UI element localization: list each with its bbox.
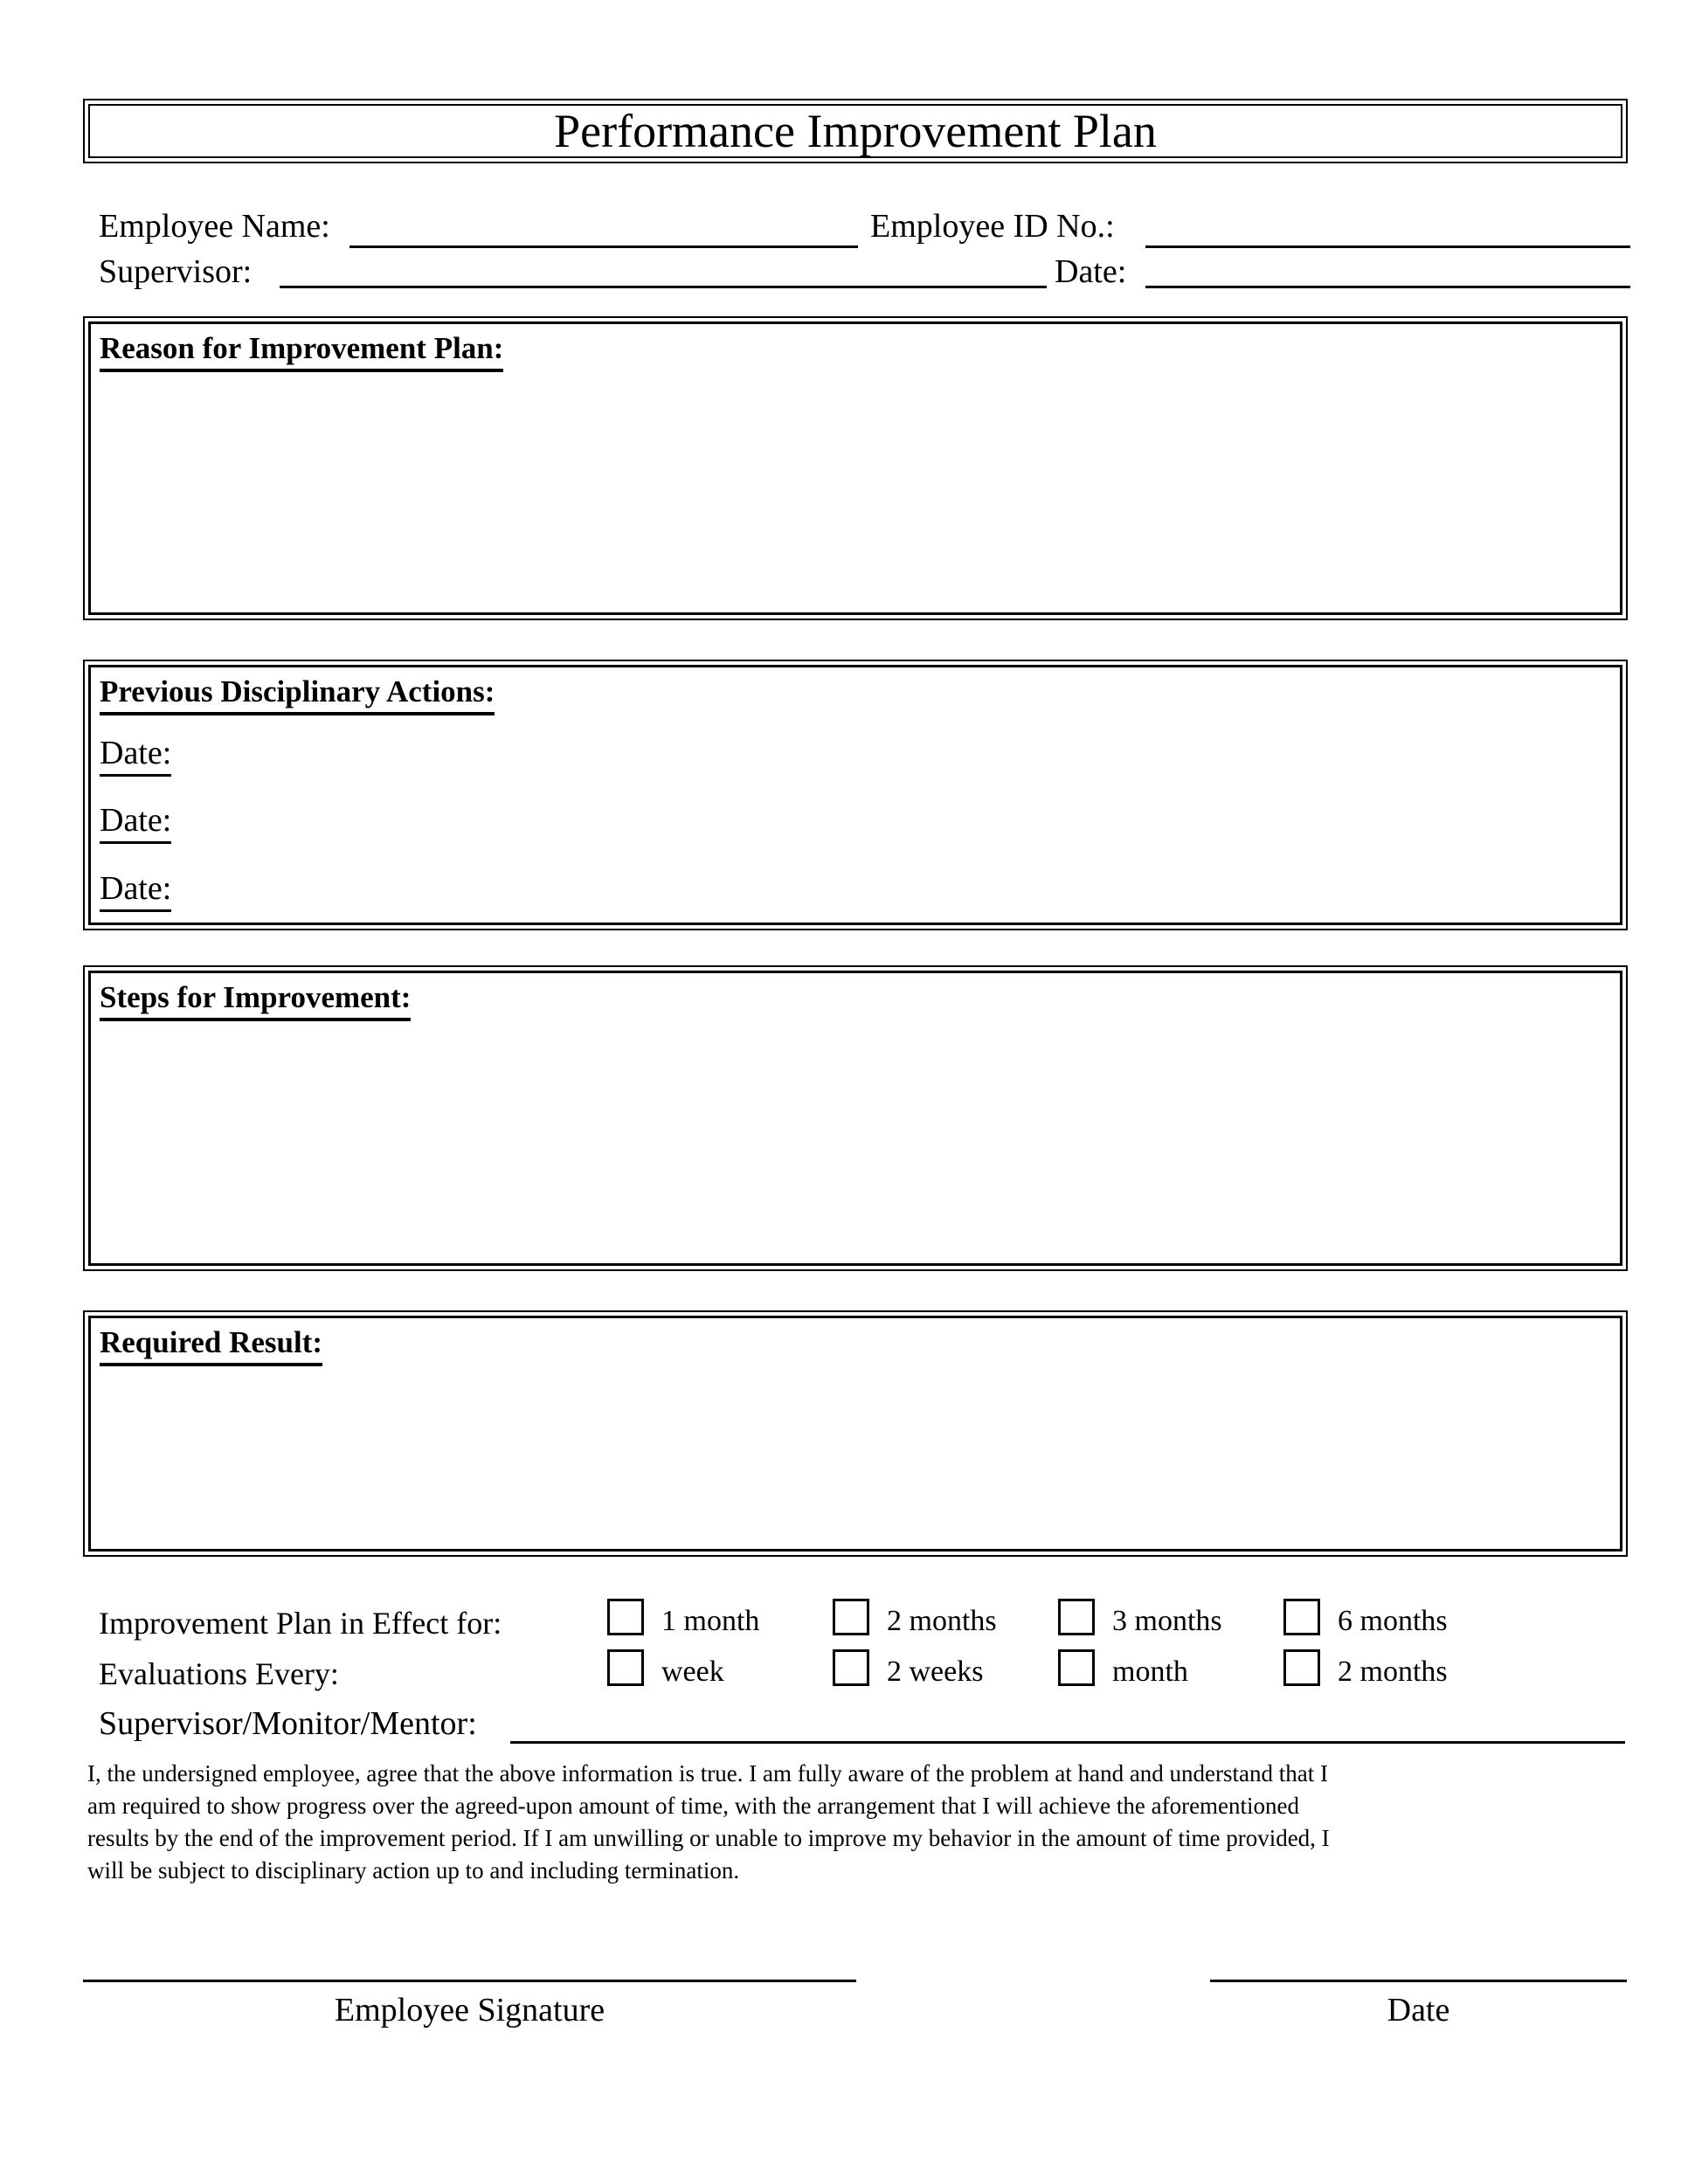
supervisor-monitor-mentor-input-line[interactable] <box>510 1741 1625 1744</box>
title-box-inner <box>88 104 1622 158</box>
steps-section-box <box>83 965 1628 1271</box>
checkbox-2-weeks-label: 2 weeks <box>887 1655 984 1688</box>
required-result-section-box <box>83 1310 1628 1557</box>
steps-heading: Steps for Improvement: <box>100 980 411 1021</box>
signature-date-line[interactable] <box>1210 1980 1627 1982</box>
checkbox-2-months[interactable] <box>833 1599 869 1635</box>
checkbox-2-months-eval-label: 2 months <box>1338 1655 1448 1688</box>
checkbox-2-weeks[interactable] <box>833 1649 869 1686</box>
agreement-line-4: will be subject to disciplinary action up to and including termination. <box>87 1857 740 1883</box>
checkbox-2-months-eval[interactable] <box>1283 1649 1320 1686</box>
employee-signature-line[interactable] <box>83 1980 856 1982</box>
previous-actions-section-box <box>83 660 1628 930</box>
agreement-line-2: am required to show progress over the agreed-upon amount of time, with the arrangement that I will achieve the aforementioned <box>87 1793 1300 1819</box>
agreement-line-3: results by the end of the improvement period. If I am unwilling or unable to improve my behavior in the amount of time provided, I <box>87 1825 1330 1851</box>
reason-section-box <box>83 316 1628 620</box>
evaluations-label: Evaluations Every: <box>99 1656 339 1691</box>
checkbox-month[interactable] <box>1058 1649 1095 1686</box>
checkbox-week[interactable] <box>607 1649 644 1686</box>
signature-date-caption: Date <box>1387 1992 1450 2028</box>
title-box <box>83 99 1628 163</box>
previous-action-date-label-2[interactable]: Date: <box>100 803 171 844</box>
previous-action-date-label-1[interactable]: Date: <box>100 736 171 777</box>
employee-name-input-line[interactable] <box>349 245 858 248</box>
checkbox-1-month-label: 1 month <box>661 1605 760 1637</box>
checkbox-3-months[interactable] <box>1058 1599 1095 1635</box>
required-result-input-area[interactable] <box>96 1379 1615 1544</box>
supervisor-monitor-mentor-label: Supervisor/Monitor/Mentor: <box>99 1705 477 1742</box>
checkbox-1-month[interactable] <box>607 1599 644 1635</box>
checkbox-week-label: week <box>661 1655 724 1688</box>
checkbox-6-months[interactable] <box>1283 1599 1320 1635</box>
supervisor-label: Supervisor: <box>99 253 253 290</box>
employee-id-input-line[interactable] <box>1145 245 1630 248</box>
checkbox-6-months-label: 6 months <box>1338 1605 1448 1637</box>
steps-section-inner <box>88 971 1622 1266</box>
reason-input-area[interactable] <box>96 385 1615 607</box>
reason-heading: Reason for Improvement Plan: <box>100 331 503 372</box>
employee-name-label: Employee Name: <box>99 208 330 245</box>
checkbox-3-months-label: 3 months <box>1112 1605 1222 1637</box>
previous-action-date-label-3[interactable]: Date: <box>100 871 171 912</box>
agreement-line-1: I, the undersigned employee, agree that the above information is true. I am fully aware of the problem at hand and understand that I <box>87 1760 1329 1787</box>
reason-section-inner <box>88 321 1622 615</box>
supervisor-input-line[interactable] <box>280 286 1047 288</box>
checkbox-month-label: month <box>1112 1655 1188 1688</box>
plan-effect-label: Improvement Plan in Effect for: <box>99 1606 502 1641</box>
checkbox-2-months-label: 2 months <box>887 1605 997 1637</box>
page-title: Performance Improvement Plan <box>554 105 1157 157</box>
employee-signature-caption: Employee Signature <box>334 1992 605 2028</box>
date-input-line[interactable] <box>1145 286 1630 288</box>
previous-actions-heading: Previous Disciplinary Actions: <box>100 674 495 715</box>
agreement-paragraph <box>87 1758 1330 1887</box>
date-label: Date: <box>1055 253 1127 290</box>
employee-id-label: Employee ID No.: <box>870 208 1115 245</box>
required-result-inner <box>88 1316 1622 1552</box>
required-result-heading: Required Result: <box>100 1325 322 1366</box>
steps-input-area[interactable] <box>96 1034 1615 1258</box>
previous-actions-inner <box>88 665 1622 925</box>
